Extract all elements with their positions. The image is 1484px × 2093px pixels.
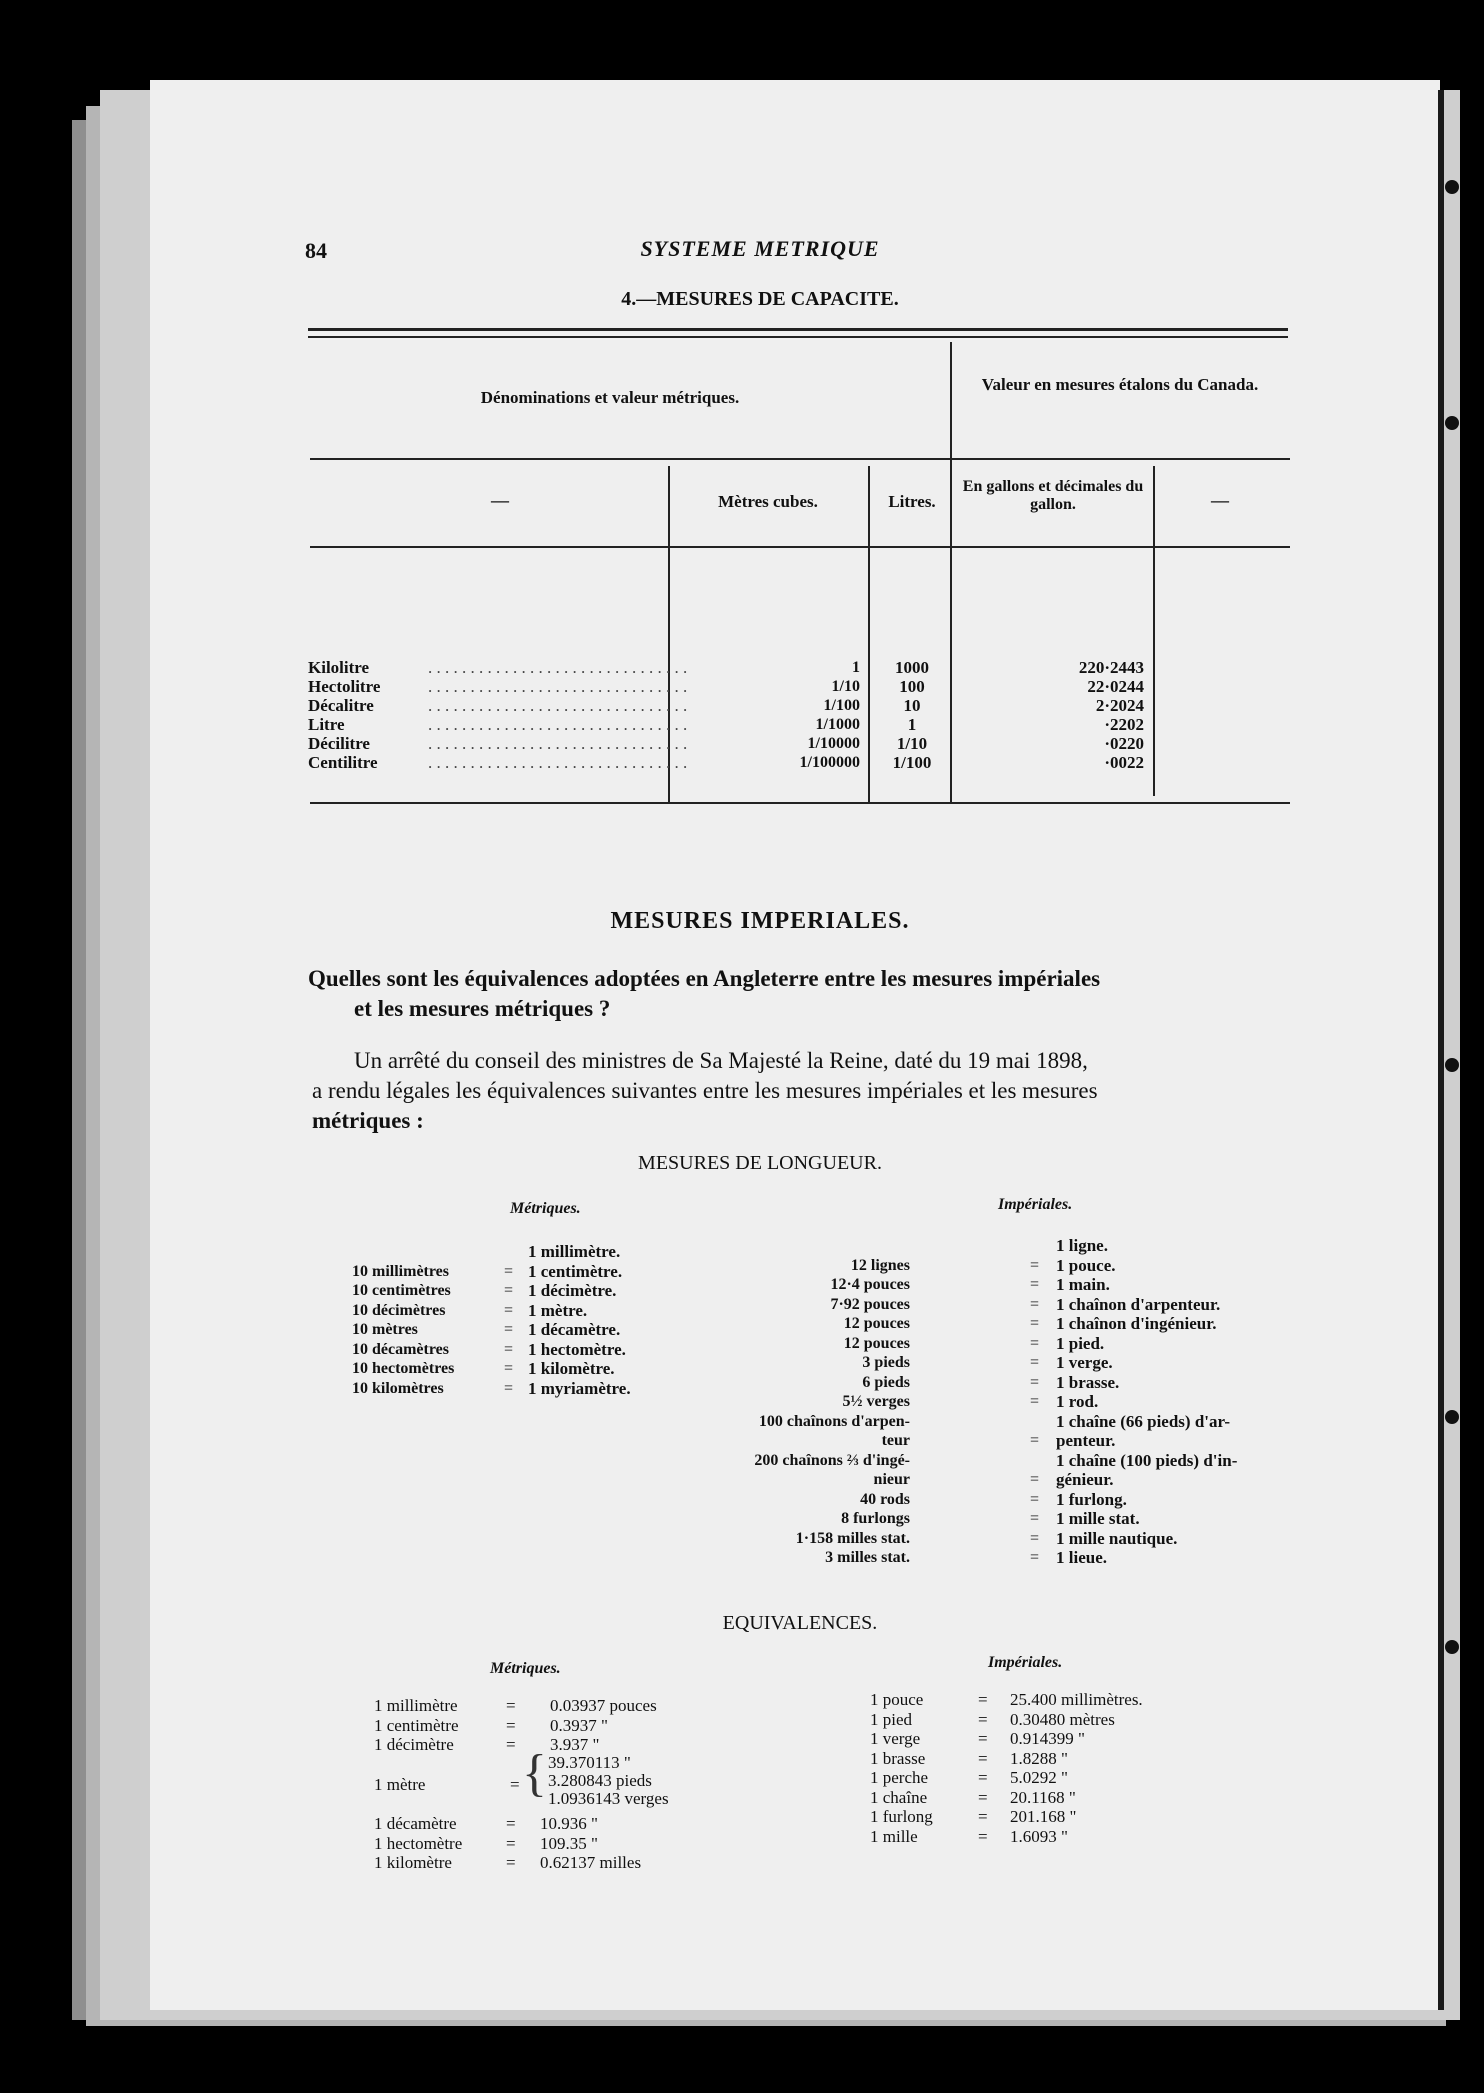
capacity-row-m3: 1/100 (823, 697, 860, 714)
longueur-imperial-left: 1·158 milles stat. (795, 1529, 910, 1547)
longueur-imperial-eq: = (1030, 1432, 1040, 1449)
capacity-row-name: Centilitre (308, 753, 382, 773)
longueur-metric-eq: = (504, 1360, 514, 1377)
eq-imperial-right: 25.400 millimètres. (1010, 1690, 1143, 1709)
page-number: 84 (305, 238, 327, 263)
longueur-title: MESURES DE LONGUEUR. (638, 1152, 882, 1174)
longueur-imperial-right: 1 pied. (1056, 1333, 1105, 1353)
table-column-divider (1153, 466, 1155, 796)
longueur-imperial-left: teur (881, 1432, 910, 1449)
metre-label: 1 mètre (374, 1775, 426, 1794)
longueur-imperial-right: génieur. (1056, 1470, 1114, 1489)
subheader-metres-cubes: Mètres cubes. (718, 492, 818, 511)
eq-metric-right: 3.937 " (550, 1735, 600, 1754)
table-rule (310, 546, 1290, 548)
capacity-row-name: Kilolitre (308, 658, 373, 678)
eq-imperial-eq: = (978, 1807, 988, 1826)
eq-imperial-eq: = (978, 1690, 988, 1709)
header-denominations: Dénominations et valeur métriques. (480, 388, 740, 407)
header-canada: Valeur en mesures étalons du Canada. (981, 375, 1259, 394)
eq-imperial-right: 0.914399 " (1010, 1729, 1085, 1748)
longueur-metric-eq: = (504, 1379, 514, 1397)
longueur-imperial-eq: = (1030, 1490, 1040, 1508)
metre-value-2: 3.280843 pieds (548, 1771, 652, 1790)
leader-dots: . . . . . . . . . . . . . . . . . . . . . . . . . . . . . . . (428, 753, 688, 772)
longueur-imperial-eq: = (1030, 1295, 1040, 1313)
eq-metric-left: 1 centimètre (374, 1715, 459, 1735)
longueur-metric-left: 10 mètres (352, 1321, 418, 1338)
longueur-metric-right: 1 mètre. (528, 1300, 588, 1320)
longueur-imperial-left: 3 pieds (862, 1354, 910, 1371)
equivalences-imperial-head: Impériales. (988, 1654, 1063, 1671)
longueur-imperial-left: 12 pouces (843, 1315, 910, 1332)
brace-icon: { (522, 1745, 547, 1802)
capacity-row-litres: 1 (907, 715, 917, 734)
table-rule (310, 458, 1290, 460)
longueur-metric-right: 1 centimètre. (528, 1261, 623, 1281)
metre-equals: = (510, 1775, 520, 1794)
longueur-imperial-right: 1 chaînon d'arpenteur. (1056, 1294, 1221, 1314)
question-line-1: Quelles sont les équivalences adoptées en Angleterre entre les mesures impériales (308, 966, 1101, 991)
eq-imperial-eq: = (978, 1787, 988, 1807)
longueur-metric-eq: = (504, 1262, 514, 1280)
eq-imperial-eq: = (978, 1826, 988, 1846)
eq-metric-left: 1 décimètre (374, 1735, 454, 1754)
longueur-imperial-left: 8 furlongs (841, 1510, 910, 1527)
longueur-imperial-eq: = (1030, 1393, 1040, 1410)
eq-imperial-eq: = (978, 1768, 988, 1787)
longueur-imperial-left: nieur (873, 1471, 910, 1488)
longueur-imperial-right: 1 rod. (1056, 1392, 1099, 1411)
longueur-imperial-eq: = (1030, 1256, 1040, 1274)
longueur-metric-head: Métriques. (510, 1200, 581, 1217)
longueur-imperial-left: 6 pieds (862, 1373, 910, 1391)
longueur-imperial-right: 1 ligne. (1056, 1236, 1108, 1255)
longueur-imperial-eq: = (1030, 1471, 1040, 1488)
eq-imperial-left: 1 chaîne (870, 1787, 928, 1807)
capacity-row-gallons: 220·2443 (1078, 658, 1144, 677)
eq-metric-right: 0.03937 pouces (550, 1696, 657, 1715)
book-page (150, 80, 1440, 2010)
capacity-row-litres: 100 (899, 677, 925, 696)
longueur-imperial-right: penteur. (1056, 1431, 1116, 1450)
eq-imperial-left: 1 brasse (870, 1748, 926, 1768)
eq-imperial-right: 201.168 " (1010, 1807, 1077, 1826)
equivalences-title: EQUIVALENCES. (722, 1612, 878, 1634)
eq-metric-eq: = (506, 1833, 516, 1853)
eq-imperial-right: 20.1168 " (1010, 1787, 1076, 1807)
longueur-metric-eq: = (504, 1321, 514, 1338)
subheader-dash-2: — (1211, 490, 1229, 510)
eq-metric-right: 109.35 " (540, 1833, 598, 1853)
eq-metric-eq: = (506, 1814, 516, 1833)
binding-clip-icon (1445, 180, 1459, 194)
longueur-imperial-right: 1 mille nautique. (1056, 1528, 1178, 1548)
text-line-2: a rendu légales les équivalences suivantes entre les mesures impériales et les mesures (312, 1078, 1098, 1103)
capacity-row-litres: 1/100 (892, 753, 932, 772)
longueur-imperial-head: Impériales. (998, 1196, 1073, 1213)
eq-imperial-right: 0.30480 mètres (1010, 1709, 1115, 1729)
longueur-imperial-right: 1 chaîne (100 pieds) d'in- (1056, 1450, 1238, 1470)
eq-metric-right: 0.62137 milles (540, 1853, 642, 1872)
capacity-row-gallons: 22·0244 (1087, 677, 1144, 696)
eq-imperial-left: 1 mille (870, 1826, 918, 1846)
eq-imperial-left: 1 pied (870, 1709, 913, 1729)
subheader-gallons: En gallons et décimales du gallon. (962, 478, 1144, 513)
longueur-metric-right: 1 kilomètre. (528, 1359, 615, 1378)
eq-imperial-right: 5.0292 " (1010, 1768, 1068, 1787)
longueur-imperial-right: 1 main. (1056, 1275, 1110, 1294)
capacity-row-litres: 1/10 (896, 734, 928, 753)
longueur-imperial-left: 100 chaînons d'arpen- (758, 1412, 910, 1430)
eq-imperial-left: 1 perche (870, 1768, 929, 1787)
longueur-imperial-left: 7·92 pouces (830, 1295, 910, 1313)
longueur-metric-left: 10 kilomètres (352, 1379, 444, 1397)
eq-imperial-left: 1 furlong (870, 1807, 933, 1826)
longueur-imperial-eq: = (1030, 1549, 1040, 1566)
binding-clip-icon (1445, 1640, 1459, 1654)
eq-imperial-right: 1.6093 " (1010, 1826, 1068, 1846)
capacity-row-name: Décalitre (308, 696, 378, 716)
longueur-metric-right: 1 décimètre. (528, 1281, 617, 1300)
capacity-row-m3: 1/10 (831, 678, 860, 695)
capacity-row-m3: 1/10000 (807, 735, 860, 752)
eq-imperial-right: 1.8288 " (1010, 1748, 1068, 1768)
longueur-metric-left: 10 hectomètres (352, 1360, 455, 1377)
capacity-row-name: Décilitre (308, 734, 374, 754)
longueur-imperial-eq: = (1030, 1354, 1040, 1371)
capacity-title: 4.—MESURES DE CAPACITE. (621, 288, 899, 310)
capacity-row-gallons: ·2202 (1104, 715, 1144, 734)
longueur-imperial-eq: = (1030, 1334, 1040, 1352)
eq-metric-eq: = (506, 1715, 516, 1735)
longueur-imperial-right: 1 pouce. (1056, 1255, 1116, 1275)
longueur-imperial-right: 1 verge. (1056, 1353, 1113, 1372)
longueur-metric-left: 10 décimètres (352, 1301, 446, 1319)
longueur-imperial-right: 1 chaînon d'ingénieur. (1056, 1314, 1217, 1333)
longueur-imperial-eq: = (1030, 1373, 1040, 1391)
longueur-imperial-left: 12 pouces (843, 1334, 910, 1352)
longueur-metric-left: 10 millimètres (352, 1262, 450, 1280)
eq-metric-left: 1 hectomètre (374, 1833, 463, 1853)
longueur-metric-eq: = (504, 1301, 514, 1319)
longueur-imperial-eq: = (1030, 1529, 1040, 1547)
metre-value-1: 39.370113 " (548, 1753, 631, 1772)
eq-metric-left: 1 millimètre (374, 1696, 458, 1715)
eq-metric-eq: = (506, 1696, 516, 1715)
metre-value-3: 1.0936143 verges (548, 1789, 669, 1808)
longueur-imperial-eq: = (1030, 1315, 1040, 1332)
longueur-imperial-right: 1 chaîne (66 pieds) d'ar- (1056, 1411, 1231, 1431)
capacity-row-litres: 1000 (895, 658, 929, 677)
eq-metric-left: 1 décamètre (374, 1814, 457, 1833)
eq-imperial-eq: = (978, 1709, 988, 1729)
longueur-imperial-left: 12·4 pouces (830, 1276, 910, 1293)
leader-dots: . . . . . . . . . . . . . . . . . . . . . . . . . . . . . . . (428, 677, 688, 696)
eq-metric-right: 10.936 " (540, 1814, 598, 1833)
eq-metric-eq: = (506, 1735, 516, 1754)
capacity-row-m3: 1/1000 (815, 716, 860, 733)
longueur-metric-right: 1 myriamètre. (528, 1378, 631, 1398)
longueur-imperial-eq: = (1030, 1276, 1040, 1293)
binding-clip-icon (1445, 1410, 1459, 1424)
longueur-metric-eq: = (504, 1282, 514, 1299)
eq-imperial-eq: = (978, 1748, 988, 1768)
binding-clip-icon (1445, 1058, 1459, 1072)
capacity-row-gallons: ·0022 (1104, 753, 1144, 772)
equivalences-metric-head: Métriques. (490, 1660, 561, 1677)
capacity-row-name: Hectolitre (308, 677, 384, 697)
question-line-2: et les mesures métriques ? (354, 996, 611, 1021)
eq-metric-eq: = (506, 1853, 516, 1872)
imperial-title: MESURES IMPERIALES. (610, 908, 910, 934)
longueur-imperial-right: 1 brasse. (1056, 1372, 1120, 1392)
eq-imperial-eq: = (978, 1729, 988, 1748)
longueur-imperial-right: 1 furlong. (1056, 1489, 1127, 1509)
text-line-3: métriques : (312, 1108, 424, 1133)
eq-imperial-left: 1 pouce (870, 1690, 924, 1709)
capacity-row-m3: 1 (852, 659, 860, 676)
longueur-imperial-left: 200 chaînons ⅔ d'ingé- (754, 1451, 910, 1469)
table-rule (308, 328, 1288, 331)
eq-metric-left: 1 kilomètre (374, 1853, 452, 1872)
longueur-metric-right: 1 décamètre. (528, 1320, 621, 1339)
leader-dots: . . . . . . . . . . . . . . . . . . . . . . . . . . . . . . . (428, 696, 688, 715)
capacity-row-litres: 10 (903, 696, 921, 715)
table-column-divider (868, 466, 870, 802)
page-edge (1438, 90, 1444, 2010)
leader-dots: . . . . . . . . . . . . . . . . . . . . . . . . . . . . . . . (428, 734, 688, 753)
subheader-litres: Litres. (888, 492, 936, 511)
binding-clip-icon (1445, 416, 1459, 430)
longueur-imperial-left: 3 milles stat. (825, 1549, 910, 1566)
table-rule (308, 336, 1288, 338)
longueur-imperial-eq: = (1030, 1510, 1040, 1527)
capacity-row-name: Litre (308, 715, 349, 735)
capacity-row-gallons: 2·2024 (1095, 696, 1144, 715)
longueur-metric-right: 1 millimètre. (528, 1242, 621, 1261)
leader-dots: . . . . . . . . . . . . . . . . . . . . . . . . . . . . . . . (428, 658, 688, 677)
capacity-row-gallons: ·0220 (1104, 734, 1144, 753)
longueur-metric-eq: = (504, 1340, 514, 1358)
longueur-metric-right: 1 hectomètre. (528, 1339, 626, 1359)
longueur-imperial-left: 12 lignes (850, 1256, 910, 1274)
capacity-row-m3: 1/100000 (799, 754, 860, 771)
longueur-imperial-right: 1 mille stat. (1056, 1509, 1140, 1528)
longueur-metric-left: 10 centimètres (352, 1282, 451, 1299)
longueur-metric-left: 10 décamètres (352, 1340, 449, 1358)
longueur-imperial-left: 5½ verges (842, 1393, 910, 1410)
eq-imperial-left: 1 verge (870, 1729, 921, 1748)
subheader-dash: — (491, 490, 509, 510)
longueur-imperial-left: 40 rods (860, 1490, 910, 1508)
running-title: SYSTEME METRIQUE (640, 236, 880, 261)
leader-dots: . . . . . . . . . . . . . . . . . . . . . . . . . . . . . . . (428, 715, 688, 734)
longueur-imperial-right: 1 lieue. (1056, 1548, 1107, 1567)
table-rule (310, 802, 1290, 804)
text-line-1: Un arrêté du conseil des ministres de Sa Majesté la Reine, daté du 19 mai 1898, (354, 1048, 1088, 1073)
eq-metric-right: 0.3937 " (550, 1715, 608, 1735)
